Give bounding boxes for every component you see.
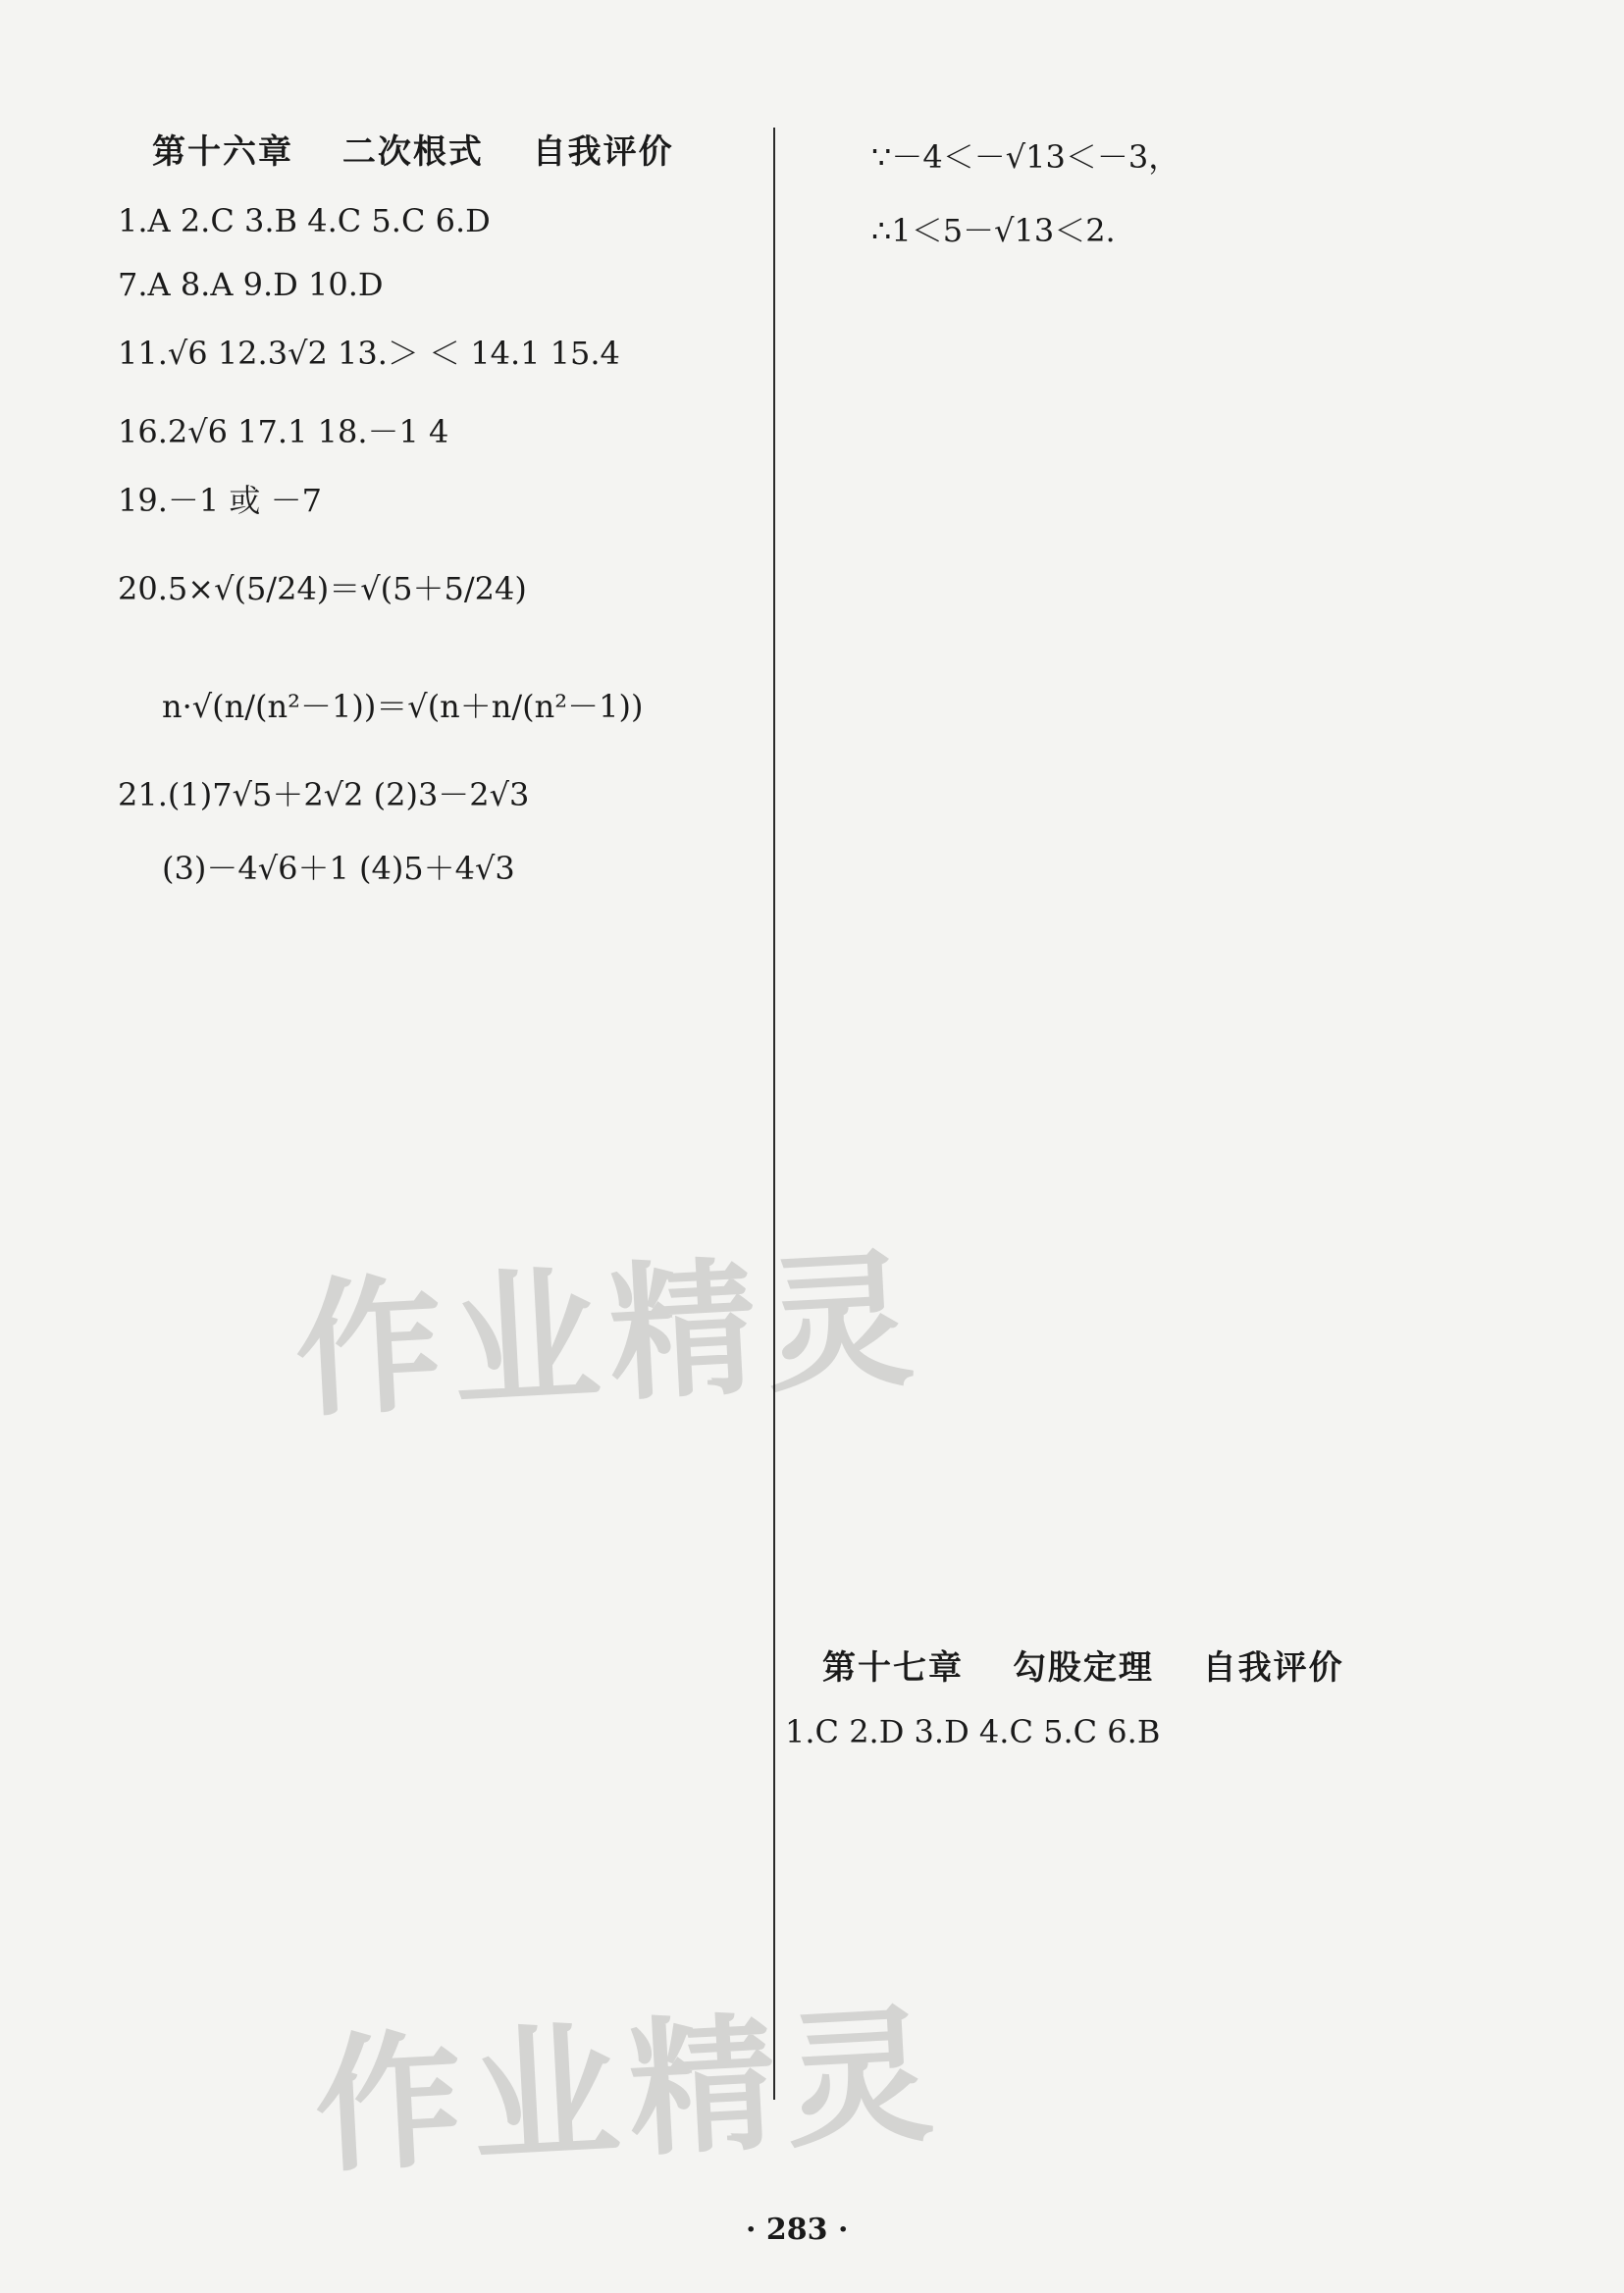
page-number: · 283 · — [746, 2213, 849, 2247]
answer-line: 21.(1)7√5＋2√2 (2)3－2√3 — [118, 776, 530, 813]
solution-line: ∵－4＜－√13＜－3， — [871, 138, 1180, 176]
watermark: 作业精灵 — [290, 1234, 927, 1438]
answer-line: 1.C 2.D 3.D 4.C 5.C 6.B — [785, 1713, 1161, 1750]
chapter-17-title: 第十七章 勾股定理 自我评价 — [822, 1648, 1344, 1688]
answer-line: (3)－4√6＋1 (4)5＋4√3 — [162, 850, 515, 887]
solution-line: ∴1＜5－√13＜2. — [871, 212, 1116, 249]
watermark: 作业精灵 — [310, 1990, 947, 2194]
answer-line: 20.5×√(5/24)＝√(5＋5/24) — [118, 570, 527, 607]
answer-line: n·√(n/(n²－1))＝√(n＋n/(n²－1)) — [162, 688, 644, 725]
answer-line: 7.A 8.A 9.D 10.D — [118, 266, 384, 303]
answer-line: 11.√6 12.3√2 13.＞ ＜ 14.1 15.4 — [118, 335, 620, 372]
answer-line: 19.－1 或 －7 — [118, 482, 322, 519]
answer-line: 16.2√6 17.1 18.－1 4 — [118, 413, 449, 450]
answer-line: 1.A 2.C 3.B 4.C 5.C 6.D — [118, 202, 491, 239]
chapter-16-title: 第十六章 二次根式 自我评价 — [152, 132, 674, 172]
column-divider — [773, 128, 775, 2100]
